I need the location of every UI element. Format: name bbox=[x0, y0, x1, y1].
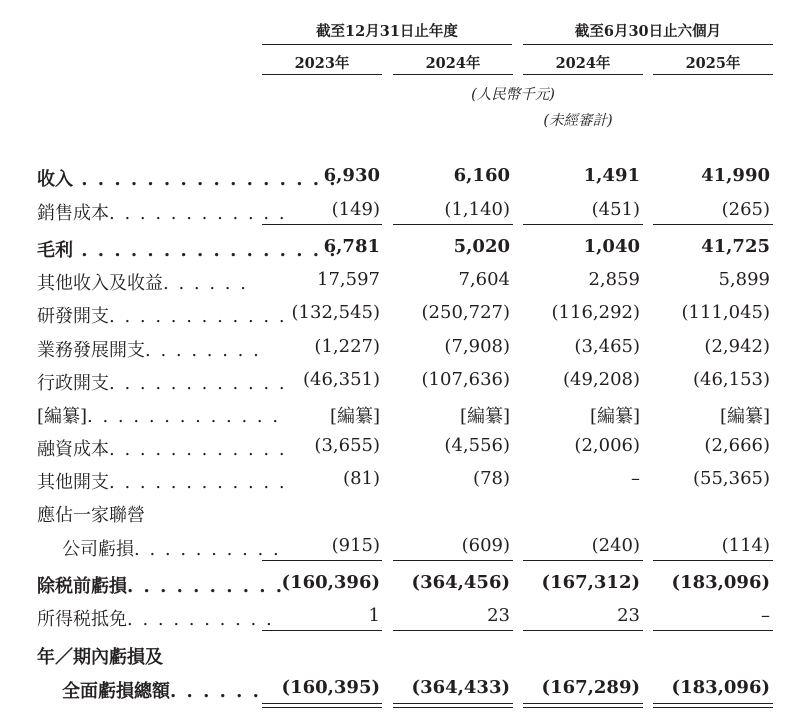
group-header-six-months: 截至6月30日止六個月 bbox=[574, 23, 722, 40]
unit-caption: (人民幣千元) bbox=[471, 87, 555, 103]
cell-admin-expenses-2023: (46,351) bbox=[302, 369, 380, 390]
row-label-cost-of-sales: 銷售成本. . . . . . . . . . . . bbox=[37, 203, 287, 224]
cell-total-loss-2024-fy: (364,433) bbox=[411, 677, 510, 698]
row-label-business-development-expenses: 業務發展開支. . . . . . . . bbox=[37, 340, 261, 361]
cell-associate-loss-2024-interim: (240) bbox=[591, 535, 640, 556]
row-label-gross-profit: 毛利 . . . . . . . . . . . . . . . . bbox=[37, 240, 338, 261]
cell-finance-costs-2025: (2,666) bbox=[704, 435, 770, 456]
row-label-loss-before-tax: 除税前虧損. . . . . . . . . . bbox=[37, 576, 285, 597]
cell-total-loss-2025: (183,096) bbox=[671, 677, 770, 698]
cell-revenue-2023: 6,930 bbox=[323, 165, 380, 186]
cell-revenue-2024-interim: 1,491 bbox=[583, 165, 640, 186]
cell-other-income-2023: 17,597 bbox=[317, 269, 380, 290]
cell-loss-before-tax-2024-interim: (167,312) bbox=[541, 572, 640, 593]
cell-other-income-2024-fy: 7,604 bbox=[458, 269, 510, 290]
row-label-administrative-expenses: 行政開支. . . . . . . . . . . . bbox=[37, 373, 287, 394]
row-label-finance-costs: 融資成本. . . . . . . . . . . . bbox=[37, 439, 287, 460]
cell-loss-before-tax-2025: (183,096) bbox=[671, 572, 770, 593]
unaudited-caption: (未經審計) bbox=[543, 113, 613, 129]
group-header-fiscal-year-rule bbox=[262, 44, 512, 45]
row-label-other-expenses: 其他開支. . . . . . . . . . . . bbox=[37, 472, 287, 493]
subtotal-rule bbox=[262, 560, 382, 561]
cell-cost-of-sales-2024-fy: (1,140) bbox=[444, 199, 510, 220]
year-rule-2 bbox=[393, 74, 513, 75]
cell-associate-loss-2024-fy: (609) bbox=[461, 535, 510, 556]
row-label-share-of-associate-line1: 應佔一家聯營 bbox=[37, 505, 145, 526]
row-label-revenue: 收入 . . . . . . . . . . . . . . . . bbox=[37, 169, 338, 190]
cell-redacted-2023: [編纂] bbox=[329, 406, 380, 427]
subtotal-rule bbox=[262, 630, 382, 631]
subtotal-rule bbox=[523, 224, 643, 225]
subtotal-rule bbox=[393, 560, 513, 561]
year-header-2024-fy: 2024年 bbox=[425, 55, 481, 72]
cell-cost-of-sales-2024-interim: (451) bbox=[591, 199, 640, 220]
cell-other-expenses-2024-interim: – bbox=[631, 468, 640, 489]
cell-rd-expenses-2024-fy: (250,727) bbox=[421, 302, 510, 323]
year-header-2023: 2023年 bbox=[294, 55, 350, 72]
cell-income-tax-credit-2024-fy: 23 bbox=[487, 605, 510, 626]
cell-bd-expenses-2025: (2,942) bbox=[704, 336, 770, 357]
cell-associate-loss-2023: (915) bbox=[331, 535, 380, 556]
cell-other-income-2025: 5,899 bbox=[718, 269, 770, 290]
cell-gross-profit-2023: 6,781 bbox=[323, 236, 380, 257]
cell-admin-expenses-2024-interim: (49,208) bbox=[562, 369, 640, 390]
cell-finance-costs-2023: (3,655) bbox=[314, 435, 380, 456]
cell-rd-expenses-2023: (132,545) bbox=[291, 302, 380, 323]
subtotal-rule bbox=[653, 630, 773, 631]
subtotal-rule bbox=[653, 560, 773, 561]
cell-bd-expenses-2023: (1,227) bbox=[314, 336, 380, 357]
cell-associate-loss-2025: (114) bbox=[721, 535, 770, 556]
year-header-2024-interim: 2024年 bbox=[555, 55, 611, 72]
cell-redacted-2024-fy: [編纂] bbox=[459, 406, 510, 427]
row-label-total-loss-line2: 全面虧損總額. . . . . . bbox=[62, 681, 261, 702]
subtotal-rule bbox=[262, 224, 382, 225]
cell-total-loss-2024-interim: (167,289) bbox=[541, 677, 640, 698]
year-rule-3 bbox=[523, 74, 643, 75]
row-label-other-income: 其他收入及收益. . . . . . bbox=[37, 273, 248, 294]
cell-revenue-2024-fy: 6,160 bbox=[453, 165, 510, 186]
cell-admin-expenses-2025: (46,153) bbox=[692, 369, 770, 390]
subtotal-rule bbox=[653, 224, 773, 225]
cell-income-tax-credit-2025: – bbox=[761, 605, 770, 626]
cell-income-tax-credit-2024-interim: 23 bbox=[617, 605, 640, 626]
subtotal-rule bbox=[523, 560, 643, 561]
cell-other-income-2024-interim: 2,859 bbox=[588, 269, 640, 290]
subtotal-rule bbox=[393, 630, 513, 631]
row-label-redacted: [編纂]. . . . . . . . . . . . . bbox=[37, 406, 281, 427]
cell-loss-before-tax-2024-fy: (364,456) bbox=[411, 572, 510, 593]
cell-other-expenses-2024-fy: (78) bbox=[473, 468, 510, 489]
group-header-fiscal-year: 截至12月31日止年度 bbox=[316, 23, 458, 40]
total-double-rule bbox=[653, 703, 773, 704]
cell-gross-profit-2024-fy: 5,020 bbox=[453, 236, 510, 257]
cell-income-tax-credit-2023: 1 bbox=[368, 605, 380, 626]
cell-gross-profit-2024-interim: 1,040 bbox=[583, 236, 640, 257]
row-label-share-of-associate-line2: 公司虧損. . . . . . . . . . bbox=[62, 539, 281, 560]
cell-admin-expenses-2024-fy: (107,636) bbox=[421, 369, 510, 390]
cell-other-expenses-2025: (55,365) bbox=[692, 468, 770, 489]
cell-revenue-2025: 41,990 bbox=[701, 165, 770, 186]
row-label-income-tax-credit: 所得税抵免. . . . . . . . . . bbox=[37, 609, 274, 630]
total-double-rule bbox=[262, 703, 382, 704]
group-header-six-months-rule bbox=[523, 44, 773, 45]
cell-redacted-2024-interim: [編纂] bbox=[589, 406, 640, 427]
cell-gross-profit-2025: 41,725 bbox=[701, 236, 770, 257]
cell-total-loss-2023: (160,395) bbox=[281, 677, 380, 698]
row-label-rd-expenses: 研發開支. . . . . . . . . . . . bbox=[37, 306, 287, 327]
cell-bd-expenses-2024-fy: (7,908) bbox=[444, 336, 510, 357]
cell-finance-costs-2024-interim: (2,006) bbox=[574, 435, 640, 456]
cell-cost-of-sales-2023: (149) bbox=[331, 199, 380, 220]
row-label-total-loss-line1: 年／期內虧損及 bbox=[37, 647, 163, 668]
year-rule-1 bbox=[262, 74, 382, 75]
cell-cost-of-sales-2025: (265) bbox=[721, 199, 770, 220]
cell-rd-expenses-2025: (111,045) bbox=[681, 302, 770, 323]
subtotal-rule bbox=[393, 224, 513, 225]
subtotal-rule bbox=[523, 630, 643, 631]
cell-bd-expenses-2024-interim: (3,465) bbox=[574, 336, 640, 357]
total-double-rule bbox=[262, 707, 382, 708]
cell-other-expenses-2023: (81) bbox=[343, 468, 380, 489]
cell-rd-expenses-2024-interim: (116,292) bbox=[551, 302, 640, 323]
year-rule-4 bbox=[653, 74, 773, 75]
year-header-2025: 2025年 bbox=[685, 55, 741, 72]
total-double-rule bbox=[523, 707, 643, 708]
cell-redacted-2025: [編纂] bbox=[719, 406, 770, 427]
total-double-rule bbox=[393, 703, 513, 704]
total-double-rule bbox=[653, 707, 773, 708]
cell-finance-costs-2024-fy: (4,556) bbox=[444, 435, 510, 456]
cell-loss-before-tax-2023: (160,396) bbox=[281, 572, 380, 593]
total-double-rule bbox=[523, 703, 643, 704]
total-double-rule bbox=[393, 707, 513, 708]
